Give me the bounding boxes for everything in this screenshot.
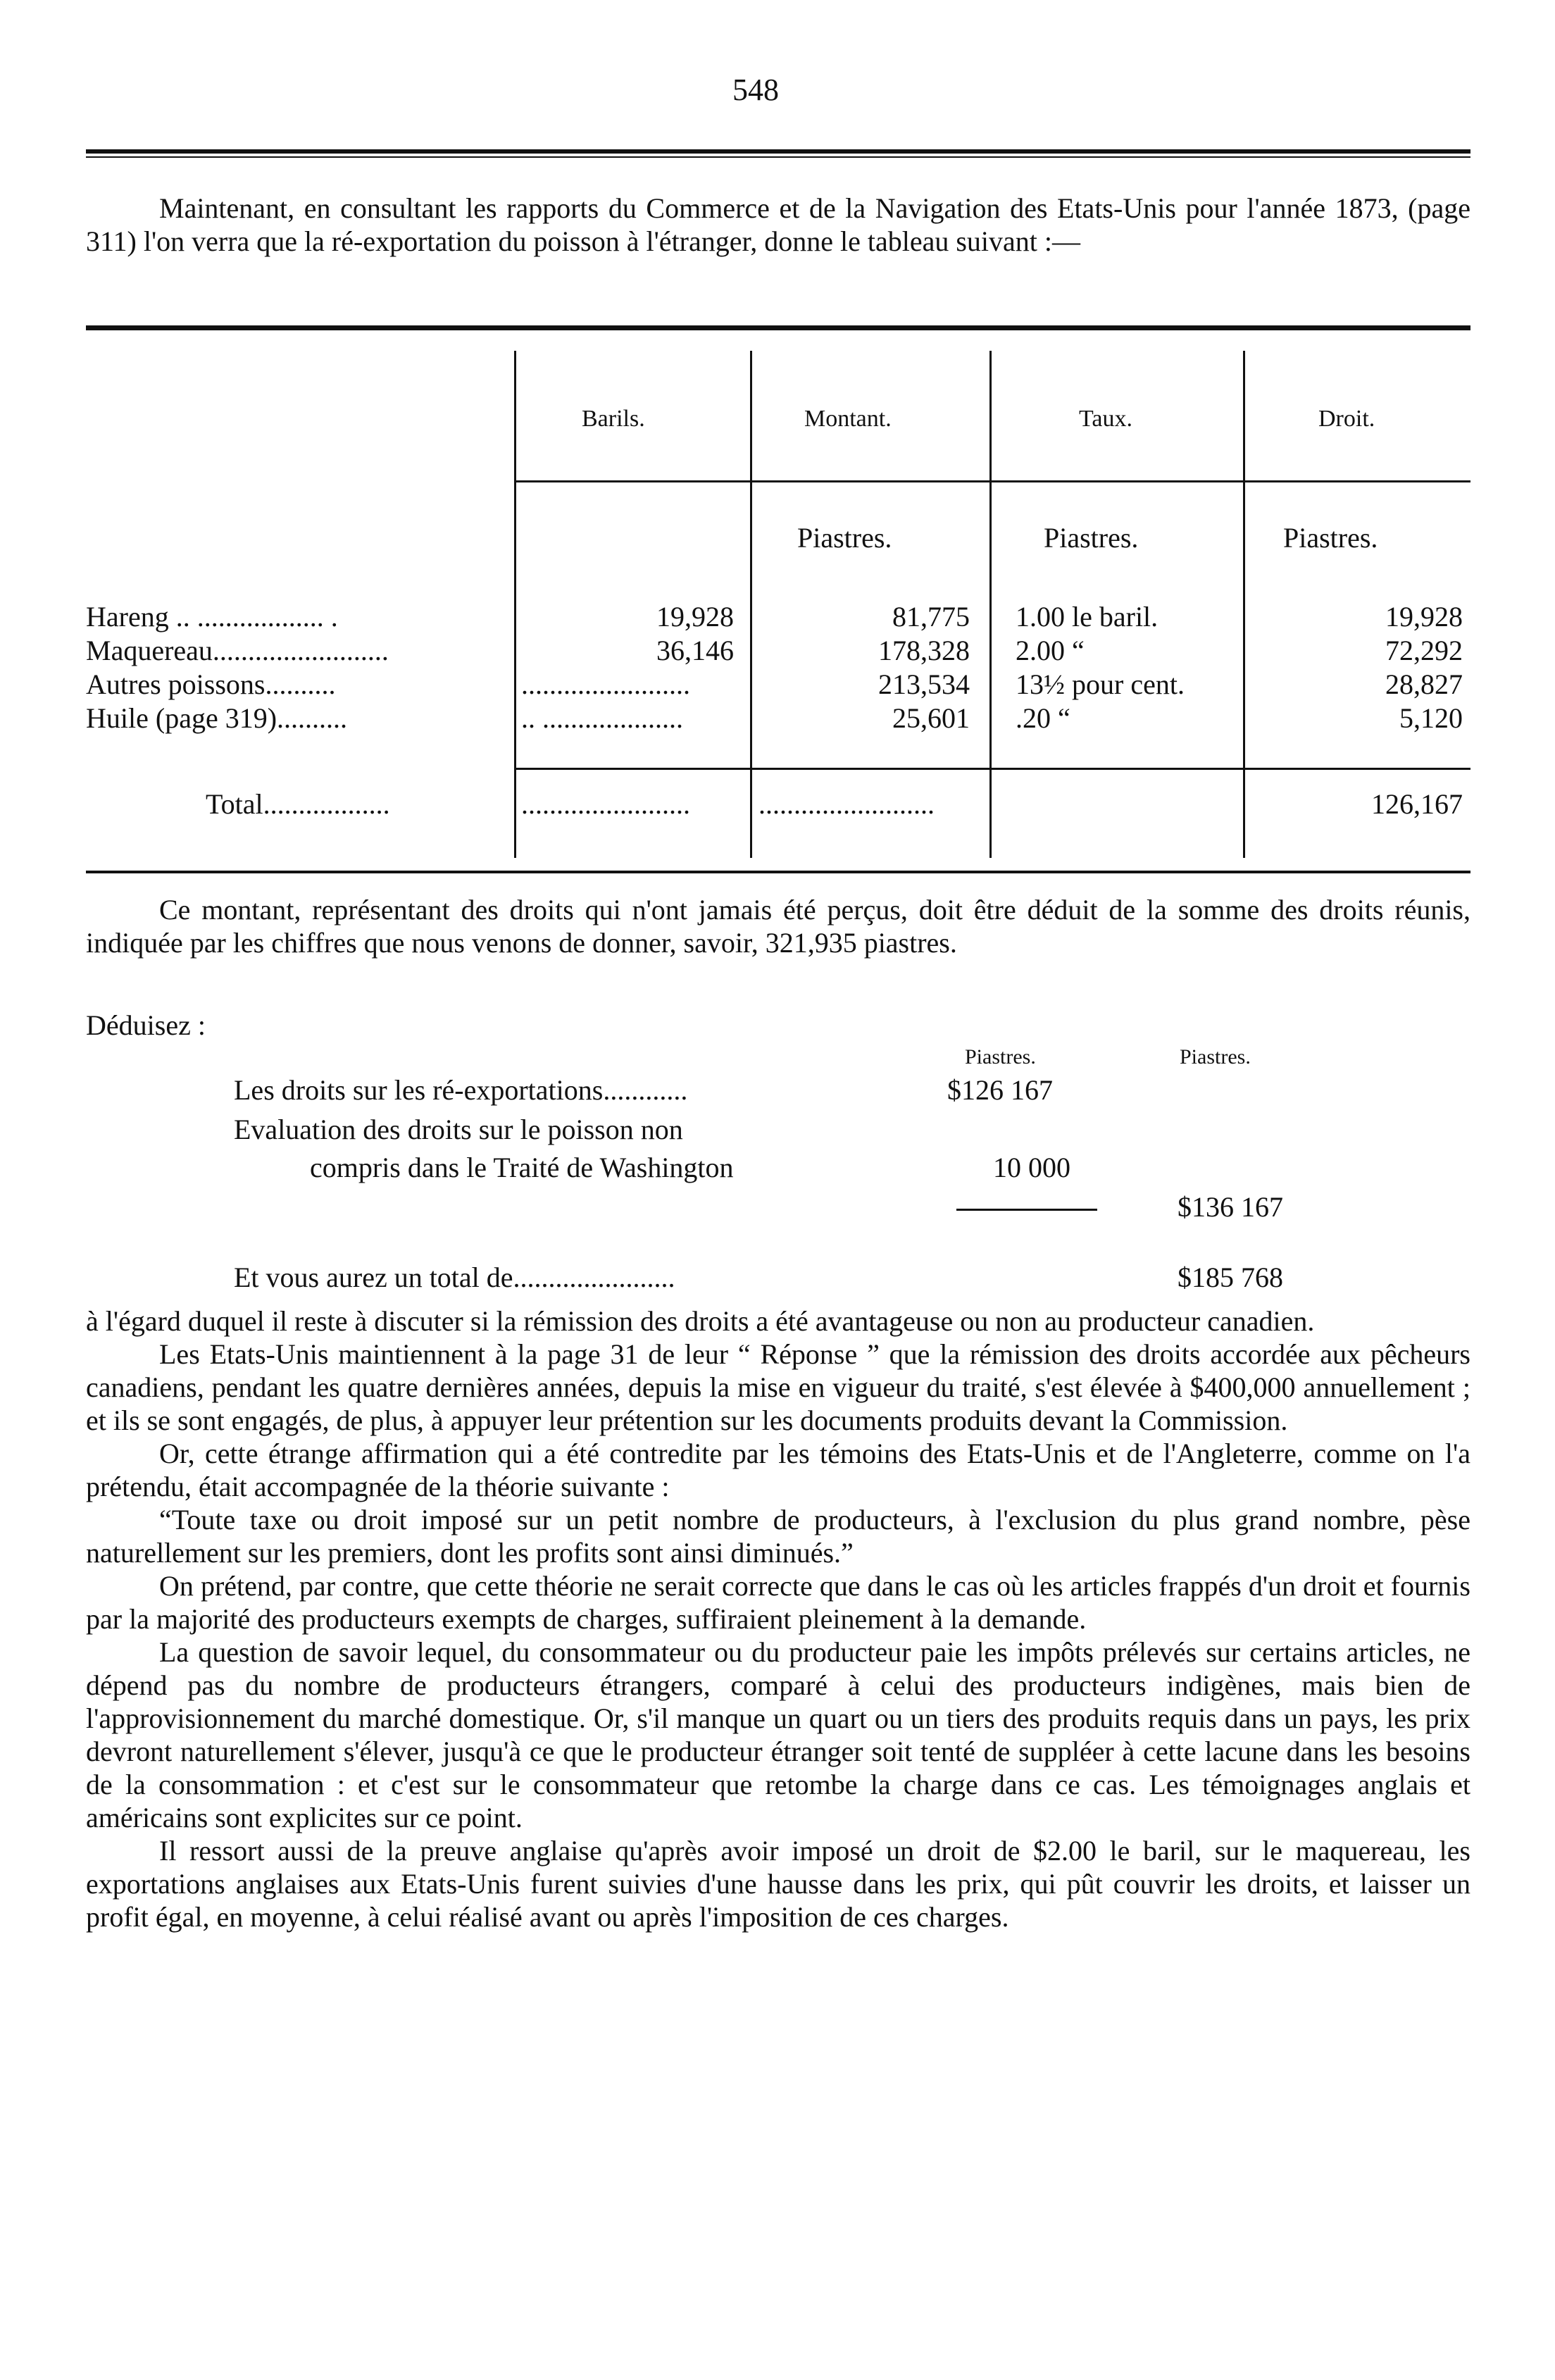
deduisez-label: Déduisez :	[86, 1009, 206, 1041]
cell-barils: 19,928	[656, 601, 734, 633]
header-montant: Montant.	[804, 406, 892, 432]
table-column-divider	[514, 351, 516, 858]
cell-montant: 178,328	[878, 635, 970, 666]
paragraph: La question de savoir lequel, du consommateur ou du producteur paie les impôts prélevés sur certains articles, ne dépend pas du nombre de producteurs étrangers, comparé à celui des producteurs indigènes, mais bien de l'approvisionnement du marché domestique. Or, s'il manque un quart ou un tiers des produits requis dans un pays, les prix devront naturellement s'élever, jusqu'à ce que le producteur étranger soit tenté de suppléer à cette lacune dans les besoins de la consommation : et c'est sur le consommateur que retombe la charge dans ce cas. Les témoignages anglais et américains sont explicites sur ce point.	[86, 1636, 1470, 1833]
header-rule-thin	[86, 156, 1470, 158]
cell-montant: 25,601	[892, 702, 970, 734]
cell-taux: 2.00 “	[1016, 635, 1085, 666]
cell-droit: 19,928	[1385, 601, 1463, 633]
table-column-divider	[989, 351, 992, 858]
paragraph: à l'égard duquel il reste à discuter si la rémission des droits a été avantageuse ou non au producteur canadien.	[86, 1305, 1315, 1337]
cell-barils-empty: ........................	[521, 788, 690, 820]
header-barils: Barils.	[582, 406, 645, 432]
table-column-divider	[750, 351, 752, 858]
body-text	[86, 1304, 1470, 1933]
cell-taux: 1.00 le baril.	[1016, 601, 1159, 633]
montant-paragraph: Ce montant, représentant des droits qui n'ont jamais été perçus, doit être déduit de la somme des droits réunis, indiquée par les chiffres que nous venons de donner, savoir, 321,935 piastres.	[86, 894, 1470, 959]
cell-barils-empty: .. ....................	[521, 702, 683, 734]
reexport-table	[86, 331, 1470, 869]
table-total-label: Total..................	[206, 788, 390, 820]
cell-droit: 28,827	[1385, 668, 1463, 700]
table-row-label: Maquereau.........................	[86, 635, 389, 666]
header-rule-thick	[86, 149, 1470, 154]
header-taux: Taux.	[1079, 406, 1132, 432]
page-number: 548	[732, 73, 779, 107]
cell-total-droit: 126,167	[1371, 788, 1463, 820]
unit-taux: Piastres.	[1044, 522, 1139, 554]
cell-montant: 213,534	[878, 668, 970, 700]
deductions-col1-header: Piastres.	[965, 1045, 1036, 1068]
cell-droit: 5,120	[1399, 702, 1463, 734]
table-row-label: Hareng .. .................. .	[86, 601, 338, 633]
deduction-item-2-value: 10 000	[993, 1152, 1070, 1183]
cell-barils-empty: ........................	[521, 668, 690, 700]
cell-montant-empty: .........................	[758, 788, 935, 820]
cell-taux: .20 “	[1016, 702, 1070, 734]
deductions-total-label: Et vous aurez un total de.......................	[234, 1261, 675, 1293]
cell-droit: 72,292	[1385, 635, 1463, 666]
cell-taux: 13½ pour cent.	[1016, 668, 1185, 700]
paragraph: “Toute taxe ou droit imposé sur un petit nombre de producteurs, à l'exclusion du plus grand nombre, pèse naturellement sur les premiers, dont les profits sont ainsi diminués.”	[86, 1504, 1470, 1569]
table-row-label: Autres poissons..........	[86, 668, 336, 700]
table-row-label: Huile (page 319)..........	[86, 702, 348, 734]
subtotal-rule	[956, 1209, 1097, 1211]
paragraph: Les Etats-Unis maintiennent à la page 31 de leur “ Réponse ” que la rémission des droits accordée aux pêcheurs canadiens, pendant les quatre dernières années, depuis la mise en vigueur du traité, s'est élevée à $400,000 annuellement ; et ils se sont engagés, de plus, à appuyer leur prétention sur les documents produits devant la Commission.	[86, 1338, 1470, 1436]
table-column-divider	[1243, 351, 1245, 858]
cell-montant: 81,775	[892, 601, 970, 633]
deductions-subtotal: $136 167	[1178, 1191, 1283, 1223]
cell-barils: 36,146	[656, 635, 734, 666]
paragraph: Il ressort aussi de la preuve anglaise qu'après avoir imposé un droit de $2.00 le baril, sur le maquereau, les exportations anglaises aux Etats-Unis furent suivies d'une hausse dans les prix, qui pût couvrir les droits, et laisser un profit égal, en moyenne, à celui réalisé avant ou après l'imposition de ces charges.	[86, 1835, 1470, 1933]
deduction-item-2-line1: Evaluation des droits sur le poisson non	[234, 1114, 683, 1145]
header-droit: Droit.	[1318, 406, 1375, 432]
unit-droit: Piastres.	[1283, 522, 1378, 554]
table-header-rule	[514, 480, 1470, 482]
intro-paragraph: Maintenant, en consultant les rapports du Commerce et de la Navigation des Etats-Unis pour l'année 1873, (page 311) l'on verra que la ré-exportation du poisson à l'étranger, donne le tableau suivant :—	[86, 192, 1470, 257]
table-total-rule	[514, 768, 1470, 770]
paragraph: On prétend, par contre, que cette théorie ne serait correcte que dans le cas où les articles frappés d'un droit et fournis par la majorité des producteurs exempts de charges, suffiraient pleinement à la demande.	[86, 1570, 1470, 1635]
table-top-rule	[86, 325, 1470, 330]
unit-montant: Piastres.	[797, 522, 892, 554]
deductions-total-value: $185 768	[1178, 1261, 1283, 1293]
table-bottom-rule	[86, 871, 1470, 873]
deduction-item-1-value: $126 167	[947, 1074, 1053, 1106]
deductions-col2-header: Piastres.	[1180, 1045, 1251, 1068]
deduction-item-1: Les droits sur les ré-exportations............	[234, 1074, 688, 1106]
deduction-item-2-line2: compris dans le Traité de Washington	[310, 1152, 734, 1183]
paragraph: Or, cette étrange affirmation qui a été contredite par les témoins des Etats-Unis et de l'Angleterre, comme on l'a prétendu, était accompagnée de la théorie suivante :	[86, 1438, 1470, 1502]
